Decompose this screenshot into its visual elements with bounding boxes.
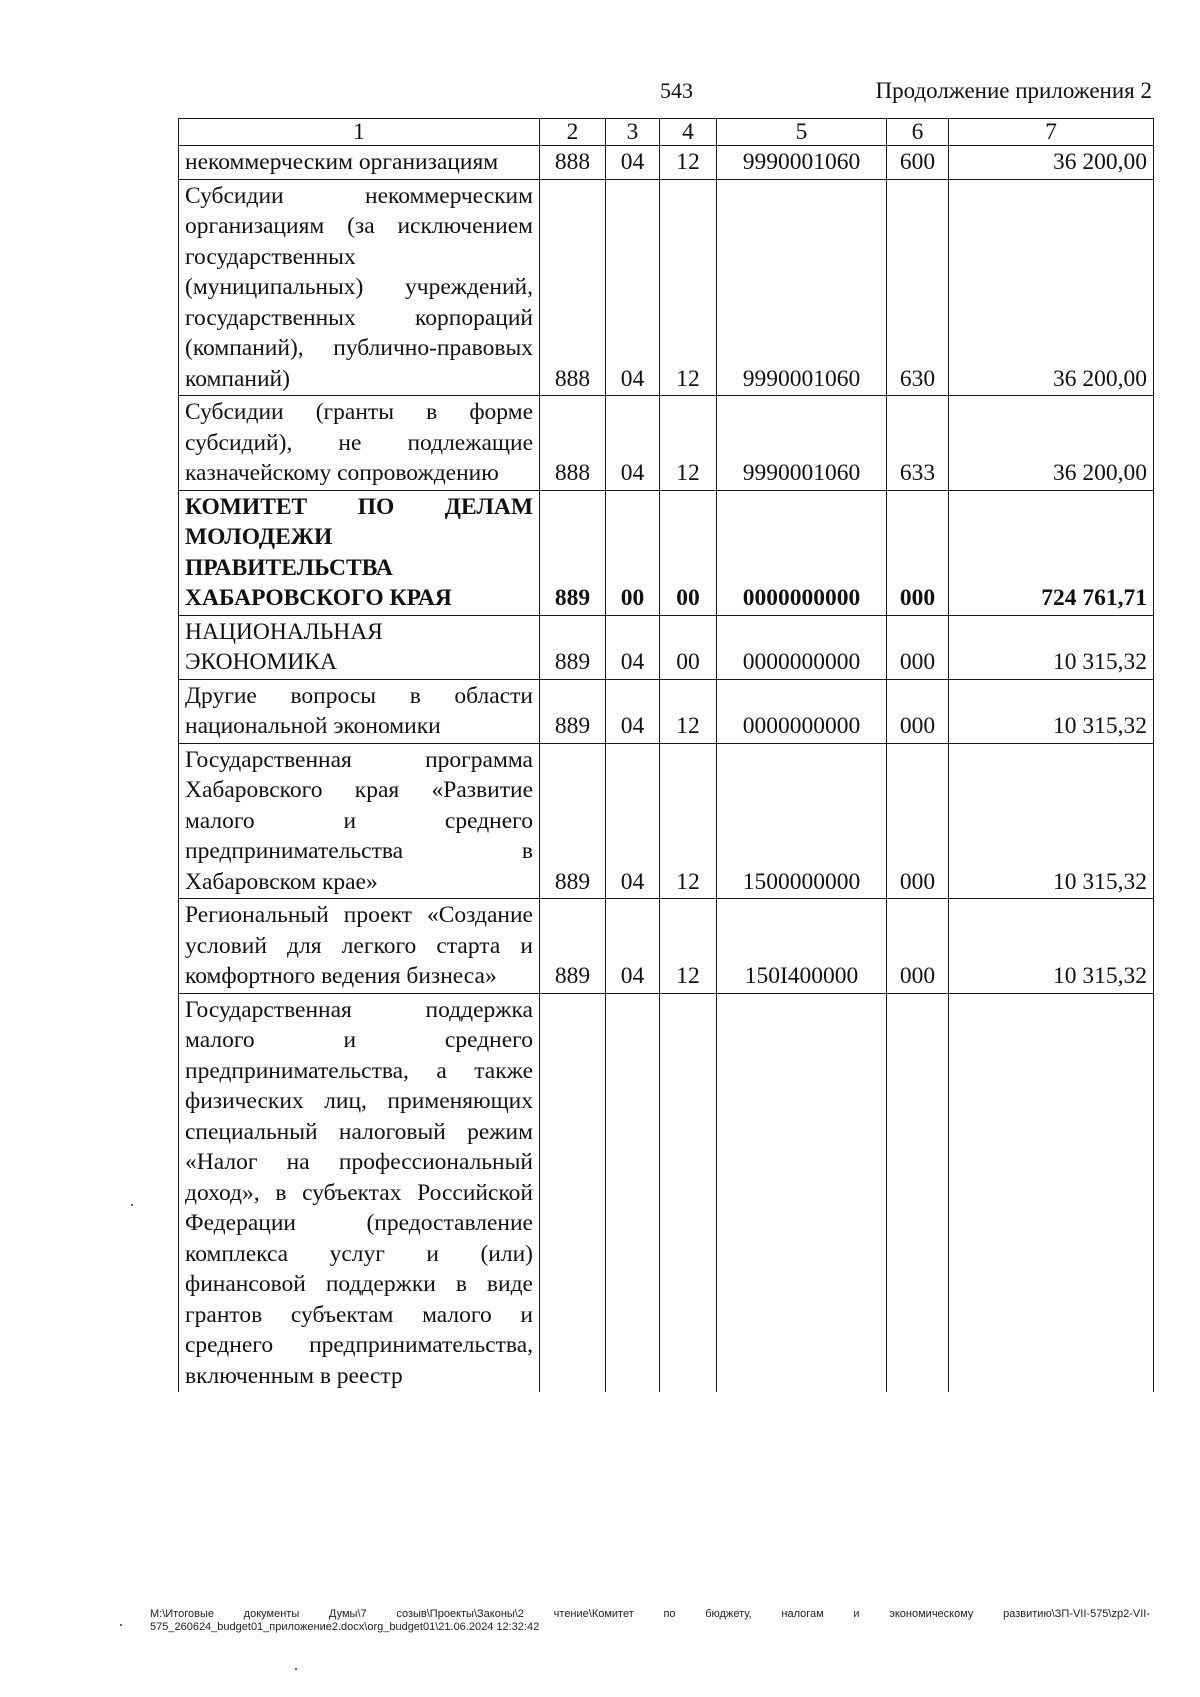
cell-rz: 00 (606, 490, 660, 615)
cell-csr: 1500000000 (717, 743, 887, 899)
cell-gr: 888 (540, 396, 606, 491)
scan-speck (295, 1668, 297, 1670)
cell-rz: 04 (606, 899, 660, 994)
column-number-row (179, 119, 1154, 146)
cell-rz: 04 (606, 615, 660, 679)
column-header: 1 (179, 119, 540, 146)
cell-pr: 12 (660, 899, 717, 994)
scan-speck (131, 1204, 133, 1206)
cell-amount: 36 200,00 (949, 179, 1154, 396)
table-row (179, 490, 1154, 615)
cell-csr: 150I400000 (717, 899, 887, 994)
cell-gr: 889 (540, 899, 606, 994)
cell-amount: 10 315,32 (949, 615, 1154, 679)
scan-speck (120, 1624, 122, 1626)
cell-vr: 633 (887, 396, 949, 491)
cell-vr: 000 (887, 899, 949, 994)
table-row (179, 743, 1154, 899)
cell-csr: 9990001060 (717, 146, 887, 180)
file-path-footer: M:\Итоговые документы Думы\7 созыв\Проекты\Законы\2 чтение\Комитет по бюджету, налогам и экономическому развитию\ЗП-VII-575\zp2-VII-575_260624_budget01_приложение2.docx\org_budget01\21.06.2024 12:32:42 (150, 1608, 1150, 1633)
cell-pr: 12 (660, 179, 717, 396)
cell-gr: 889 (540, 615, 606, 679)
row-description: некоммерческим организациям (179, 146, 540, 180)
table-body (179, 146, 1154, 1393)
cell-gr: 889 (540, 743, 606, 899)
cell-vr: 630 (887, 179, 949, 396)
page-number: 543 (660, 78, 693, 103)
cell-pr: 12 (660, 743, 717, 899)
table-row (179, 179, 1154, 396)
cell-csr (717, 993, 887, 1392)
cell-csr: 9990001060 (717, 179, 887, 396)
cell-csr: 0000000000 (717, 615, 887, 679)
cell-vr: 600 (887, 146, 949, 180)
budget-table (178, 118, 1154, 1392)
page-caption: Продолжение приложения 2 (875, 78, 1152, 103)
cell-rz: 04 (606, 146, 660, 180)
cell-vr: 000 (887, 490, 949, 615)
column-header: 3 (606, 119, 660, 146)
column-header: 7 (949, 119, 1154, 146)
table-row (179, 146, 1154, 180)
cell-pr (660, 993, 717, 1392)
cell-gr: 888 (540, 179, 606, 396)
cell-vr: 000 (887, 615, 949, 679)
cell-gr: 888 (540, 146, 606, 180)
cell-amount: 10 315,32 (949, 899, 1154, 994)
column-header: 2 (540, 119, 606, 146)
cell-gr: 889 (540, 490, 606, 615)
cell-amount: 10 315,32 (949, 743, 1154, 899)
row-description: НАЦИОНАЛЬНАЯ ЭКОНОМИКА (179, 615, 540, 679)
table-row (179, 679, 1154, 743)
cell-csr: 0000000000 (717, 679, 887, 743)
cell-rz: 04 (606, 396, 660, 491)
cell-csr: 0000000000 (717, 490, 887, 615)
cell-amount: 10 315,32 (949, 679, 1154, 743)
cell-pr: 12 (660, 396, 717, 491)
row-description: Субсидии (гранты в форме субсидий), не подлежащие казначейскому сопровождению (179, 396, 540, 491)
column-header: 5 (717, 119, 887, 146)
table-row (179, 615, 1154, 679)
cell-vr: 000 (887, 743, 949, 899)
cell-rz: 04 (606, 743, 660, 899)
cell-pr: 00 (660, 615, 717, 679)
cell-vr: 000 (887, 679, 949, 743)
row-description: Государственная программа Хабаровского края «Развитие малого и среднего предпринимательства в Хабаровском крае» (179, 743, 540, 899)
table-row (179, 396, 1154, 491)
column-header: 6 (887, 119, 949, 146)
cell-gr (540, 993, 606, 1392)
column-header: 4 (660, 119, 717, 146)
cell-amount (949, 993, 1154, 1392)
cell-rz: 04 (606, 179, 660, 396)
cell-vr (887, 993, 949, 1392)
cell-rz: 04 (606, 679, 660, 743)
table-row (179, 993, 1154, 1392)
row-description: Субсидии некоммерческим организациям (за исключением государственных (муниципальных) учреждений, государственных корпораций (компаний), публично-правовых компаний) (179, 179, 540, 396)
row-description: Региональный проект «Создание условий для легкого старта и комфортного ведения бизнеса» (179, 899, 540, 994)
cell-amount: 724 761,71 (949, 490, 1154, 615)
cell-amount: 36 200,00 (949, 396, 1154, 491)
cell-pr: 12 (660, 679, 717, 743)
cell-pr: 12 (660, 146, 717, 180)
table-row (179, 899, 1154, 994)
cell-pr: 00 (660, 490, 717, 615)
row-description: Государственная поддержка малого и среднего предпринимательства, а также физических лиц, применяющих специальный налоговый режим «Налог на профессиональный доход», в субъектах Российской Федерации (предоставление комплекса услуг и (или) финансовой поддержки в виде грантов субъектам малого и среднего предпринимательства, включенным в реестр (179, 993, 540, 1392)
cell-amount: 36 200,00 (949, 146, 1154, 180)
row-description: КОМИТЕТ ПО ДЕЛАМ МОЛОДЕЖИ ПРАВИТЕЛЬСТВА ХАБАРОВСКОГО КРАЯ (179, 490, 540, 615)
row-description: Другие вопросы в области национальной экономики (179, 679, 540, 743)
cell-rz (606, 993, 660, 1392)
cell-csr: 9990001060 (717, 396, 887, 491)
cell-gr: 889 (540, 679, 606, 743)
